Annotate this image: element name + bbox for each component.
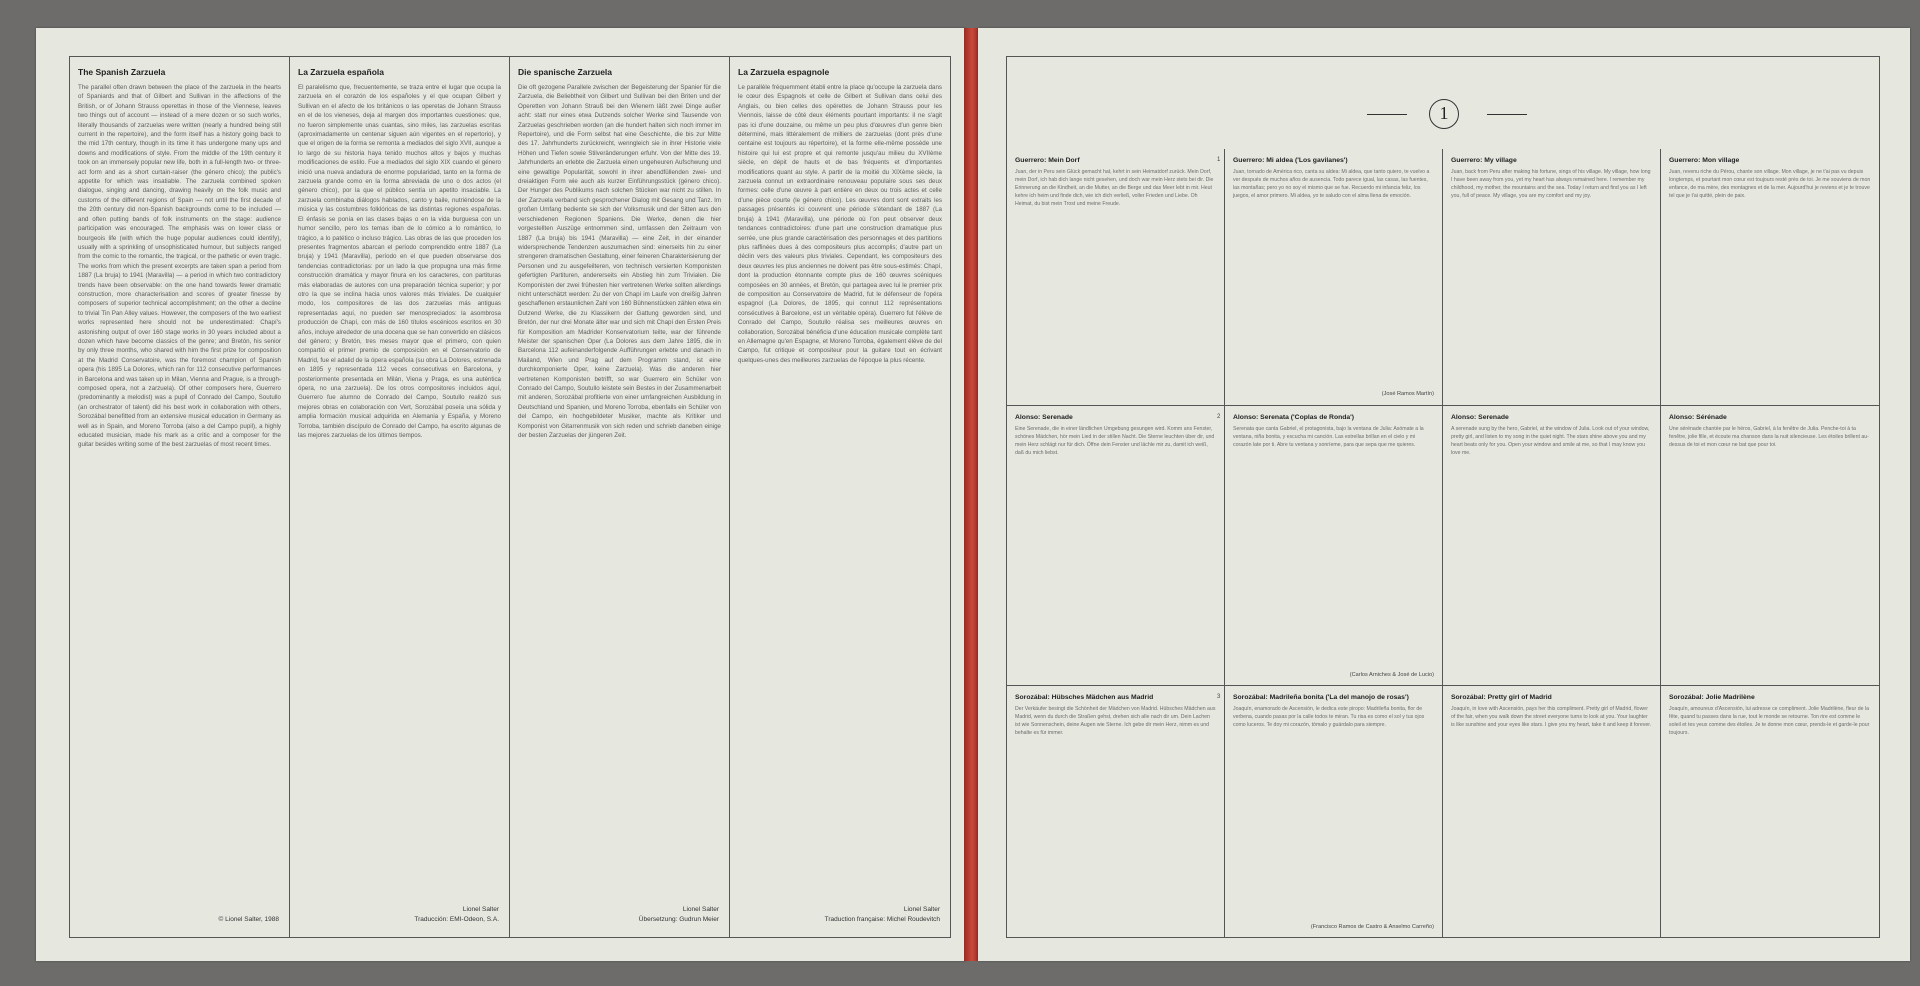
lyricist-credit: (José Ramos Martín)	[1381, 391, 1434, 397]
track-number: 3	[1217, 694, 1221, 700]
lyricist-credit: (Francisco Ramos de Castro & Anselmo Carreño)	[1310, 924, 1434, 930]
song-title: Sorozábal: Jolie Madrilène	[1669, 694, 1755, 701]
lyrics-cell	[1661, 686, 1879, 938]
essay-body: The parallel often drawn between the place of the zarzuela in the hearts of Spaniards and that of Gilbert and Sullivan in the affections of the British, or of Johann Strauss operettas in those of the Viennese, leaves two things out of account — instead of a mere dozen or so such works, literally thousands of zarzuelas were written (nearly a hundred being still current in the repertoire), and the form itself has a history going back to the mid 17th century, though in its time it has undergone many ups and downs and modifications of style. From the middle of the 19th century it took on an immensely popular new life, both in a full-length two- or three-act form and as a short curtain-raiser (the género chico); the public's appetite for which was insatiable. The zarzuela combined spoken dialogue, singing and dancing, drawing heavily on the folk music and customs of the different regions of Spain — not until the first decade of the 20th century did non-Spanish backgrounds come to be included — and often putting bands of folk instruments on the stage: audience participation was encouraged. The emphasis was on lower class or bourgeois life (with which the huge popular audiences could identify), usually with a sprinkling of unsophisticated humour, but subjects ranged from the comic to the romantic, the tragical, or the pathetic or even tragic. The works from which the present excerpts are taken span a period from 1887 (La bruja) to 1941 (Maravilla) — a period in which two contradictory trends have been observable: on the one hand towards fewer dramatic construction, more characterisation and scores of greater finesse by composers of superior technical accomplishment; on the other a decline to trivial Tin Pan Alley values. However, the composers of the two earliest works represented here should not be underestimated: Chapí's astonishing output of over 160 stage works in 30 years included about a dozen which have become classics of the genre; and Bretón, his senior by only three months, who shared with him the first prize for composition at the Madrid Conservatoire, was the foremost champion of Spanish opera (his 1895 La Dolores, which ran for 112 consecutive performances in Barcelona and was taken up in Milan, Vienna and Prague, is a through-composed opera, not a zarzuela). Of other composers here, Guerrero (predominantly a melodist) was a pupil of Conrado del Campo, Soutullo (an orchestrator of talent) did his best work in collaboration with others, Sorozábal benefitted from an extensive musical education in Germany as well as in Spain, and Moreno Torroba (also a del Campo pupil), a highly educated musician, made his mark as a critic and a composer for the guitar besides writing some of the best zarzuelas of most recent times.	[78, 84, 281, 449]
divider	[1367, 114, 1407, 115]
lyrics-cell	[1443, 686, 1661, 938]
song-title: Alonso: Serenade	[1451, 414, 1509, 421]
song-title: Sorozábal: Hübsches Mädchen aus Madrid	[1015, 694, 1154, 701]
song-title: Alonso: Serenade	[1015, 414, 1073, 421]
essay-column-german	[510, 57, 730, 937]
lyrics-cell	[1217, 406, 1443, 686]
lyrics-text: Juan, revenu riche du Pérou, chante son village. Mon village, je ne t'ai pas vu depuis longtemps, et pourtant mon cœur est toujours resté près de toi. Je me souviens de mon enfance, de ma mère, des montagnes et de la mer. Aujourd'hui je reviens et je te trouve tel que je t'ai quitté, plein de paix.	[1669, 169, 1871, 199]
right-page	[978, 28, 1910, 961]
essay-signature	[639, 905, 719, 925]
song-title: Alonso: Sérénade	[1669, 414, 1727, 421]
lyrics-text: Eine Serenade, die in einer ländlichen Umgebung gesungen wird. Komm ans Fenster, schönes Mädchen, hör mein Lied in der stillen Nacht. Die Sterne leuchten über dir, und mein Herz schlägt nur für dich. Öffne dein Fenster und lächle mir zu, damit ich weiß, daß du mich liebst.	[1015, 426, 1215, 456]
lyrics-frame	[1006, 56, 1880, 938]
author-name: © Lionel Salter, 1988	[218, 916, 279, 923]
disc-number: 1	[1429, 99, 1459, 129]
lyrics-text: Juan, tornado de América rico, canta su aldea: Mi aldea, que tanto quiero, te vuelvo a ver después de muchos años de ausencia. Todo parece igual, las casas, las fuentes, las montañas; pero yo no soy el mismo que se fue. Recuerdo mi infancia feliz, los juegos, el amor primero. Mi aldea, yo te saludo con el alma llena de emoción.	[1233, 169, 1430, 199]
track-number: 2	[1217, 414, 1221, 420]
song-title: Guerrero: Mein Dorf	[1015, 157, 1080, 164]
translator-name: Traduction française: Michel Roudevitch	[824, 916, 940, 923]
author-name: Lionel Salter	[682, 906, 719, 913]
lyrics-row	[1007, 405, 1879, 686]
lyrics-text: Une sérénade chantée par le héros, Gabriel, à la fenêtre de Julia. Penche-toi à ta fenêtre, jolie fille, et écoute ma chanson dans la nuit silencieuse. Les étoiles brillent au-dessus de toi et mon cœur ne bat que pour toi.	[1669, 426, 1869, 448]
lyrics-row	[1007, 685, 1879, 938]
lyrics-text: Joaquín, enamorado de Ascensión, le dedica este piropo: Madrileña bonita, flor de verbena, cuando pasas por la calle todos te miran. Tu risa es como el sol y tus ojos como luceros. Te doy mi corazón, tómalo y guárdalo para siempre.	[1233, 706, 1425, 728]
essay-title: The Spanish Zarzuela	[78, 67, 166, 77]
lyrics-cell	[1007, 149, 1225, 405]
lyrics-cell	[1007, 686, 1225, 938]
lyrics-text: A serenade sung by the hero, Gabriel, at the window of Julia. Look out of your window, pretty girl, and listen to my song in the quiet night. The stars shine above you and my heart beats only for you. Open your window and smile at me, so that I may know you love me.	[1451, 426, 1650, 456]
lyrics-cell	[1661, 406, 1879, 686]
lyrics-text: Serenata que canta Gabriel, el protagonista, bajo la ventana de Julia: Asómate a la ventana, niña bonita, y escucha mi canción. Las estrellas brillan en el cielo y mi corazón late por ti. Abre tu ventana y sonríeme, para que sepa que me quieres.	[1233, 426, 1424, 448]
lyrics-cell	[1443, 149, 1661, 405]
essay-frame	[69, 56, 951, 938]
author-name: Lionel Salter	[903, 906, 940, 913]
lyrics-row	[1007, 149, 1879, 405]
lyrics-text: Juan, back from Peru after making his fortune, sings of his village. My village, how long I have been away from you, yet my heart has always remained here. I remember my childhood, my mother, the mountains and the sea. Today I return and find you as I left you, full of peace. My village, you are my comfort and my joy.	[1451, 169, 1651, 199]
track-number: 1	[1217, 157, 1221, 163]
divider	[1487, 114, 1527, 115]
essay-title: La Zarzuela española	[298, 67, 384, 77]
lyrics-cell	[1007, 406, 1225, 686]
lyrics-cell	[1661, 149, 1879, 405]
disc-number-header	[1367, 99, 1527, 129]
essay-column-english	[70, 57, 290, 937]
author-name: Lionel Salter	[462, 906, 499, 913]
essay-body: El paralelismo que, frecuentemente, se traza entre el lugar que ocupa la zarzuela en el corazón de los españoles y el que ocupan Gilbert y Sullivan en el afecto de los británicos o las operetas de Johann Strauss en el de los vieneses, deja al margen dos importantes cuestiones: que, no fueron simplemente unas cuantas, sino miles, las zarzuelas escritas (aproximadamente un centenar siguen aún vigentes en el repertorio), y que el origen de la forma se remonta a mediados del siglo XVII, aunque a lo largo de su historia haya tenido muchos altos y bajos y muchas modificaciones de estilo. Fue a mediados del siglo XIX cuando el género inició una nueva andadura de enorme popularidad, tanto en la forma de zarzuela grande como en la forma abreviada de uno o dos actos (el género chico), por la que el público sentía un apetito insaciable. La zarzuela combinaba diálogos hablados, canto y baile, nutriéndose de la música y las costumbres folklóricas de las distintas regiones españolas. El énfasis se ponía en las clases bajas o en la vida burguesa con un humor sencillo, pero los temas iban de lo cómico a lo romántico, lo trágico, a lo patético o incluso trágico. Las obras de las que proceden los presentes fragmentos abarcan el período comprendido entre 1887 (La bruja) y 1941 (Maravilla), período en el que pueden observarse dos tendencias contradictorias: por un lado la que propugna una más firme construcción dramática y mayor finura en los caracteres, con partituras más elaboradas de autores con una preparación técnica superior; y por otro la que se inclina hacia unos valores más triviales. De cualquier modo, los compositores de las dos zarzuelas más antiguas representadas aquí, no pueden ser menospreciados: la asombrosa producción de Chapí, con más de 160 títulos escénicos escritos en 30 años, incluye alrededor de una docena que se han convertido en clásicos del género; y Bretón, tres meses mayor que el primero, con quien compartió el primer premio de composición en el Conservatorio de Madrid, fue el adalid de la ópera española (su obra La Dolores, estrenada en 1895 y representada 112 veces consecutivas en Barcelona, y posteriormente presentada en Milán, Viena y Praga, es una auténtica ópera, no una zarzuela). De los otros compositores incluidos aquí, Guerrero fue alumno de Conrado del Campo, Soutullo realizó sus mejores obras en colaboración con Vert, Sorozábal poseía una sólida y amplia formación musical adquirida en Alemania y España, y Moreno Torroba, también discípulo de Conrado del Campo, ha escrito algunas de las mejores zarzuelas de los últimos tiempos.	[298, 84, 501, 440]
essay-column-spanish	[290, 57, 510, 937]
lyrics-cell	[1443, 406, 1661, 686]
essay-column-french	[730, 57, 950, 937]
song-title: Guerrero: My village	[1451, 157, 1517, 164]
song-title: Alonso: Serenata ('Coplas de Ronda')	[1233, 414, 1355, 421]
essay-signature	[825, 905, 940, 925]
translator-name: Traducción: EMI-Odeon, S.A.	[414, 916, 499, 923]
song-title: Guerrero: Mi aldea ('Los gavilanes')	[1233, 157, 1348, 164]
translator-name: Übersetzung: Gudrun Meier	[638, 916, 719, 923]
lyrics-cell	[1217, 149, 1443, 405]
essay-title: La Zarzuela espagnole	[738, 67, 830, 77]
essay-body: Le parallèle fréquemment établi entre la place qu'occupe la zarzuela dans le cœur des Espagnols et celle de Gilbert et Sullivan dans celui des Anglais, ou bien celles des opérettes de Johann Strauss pour les Viennois, laisse de côté deux éléments pourtant importants: il ne s'agit pas ici d'une douzaine, ou même un peu plus d'œuvres d'un genre bien déterminé, mais littéralement de milliers de zarzuelas (dont près d'une centaine est toujours au répertoire), et la forme elle-même possède une histoire qui lui est propre et qui remonte jusqu'au milieu du XVIIème siècle, en dépit de hauts et de bas fréquents et d'importantes modifications quant au style. A partir de la moitié du XIXème siècle, la zarzuela connut un extraordinaire renouveau populaire sous ses deux formes: celle d'une œuvre à part entière en deux ou trois actes et celle d'une pièce courte (le género chico). Les œuvres dont sont extraits les passages présentés ici couvrent une période s'étendant de 1887 (La bruja) à 1941 (Maravilla), une période où l'on peut observer deux tendances contradictoires: d'une part une construction dramatique plus serrée, une plus grande caractérisation des personnages et des partitions plus raffinées dues à des compositeurs plus accomplis; d'autre part un déclin vers des valeurs plus triviales. Cependant, les compositeurs des deux œuvres les plus anciennes ne doivent pas être sous-estimés: Chapí, dont la production étonnante compte plus de 160 œuvres scéniques composées en 30 années, et Bretón, qui partagea avec lui le premier prix de composition au Conservatoire de Madrid, fut le défenseur de l'opéra espagnol (La Dolores, de 1895, qui connut 112 représentations consécutives à Barcelone, est un véritable opéra). Guerrero fut l'élève de Conrado del Campo, Soutullo réalisa ses meilleures œuvres en collaboration, Sorozábal bénéficia d'une éducation musicale complète tant en Allemagne qu'en Espagne, et Moreno Torroba, également élève de del Campo, fut critique et compositeur pour la guitare tout en écrivant quelques-unes des meilleures zarzuelas de l'époque la plus récente.	[738, 84, 942, 364]
lyrics-cell	[1217, 686, 1443, 938]
song-title: Sorozábal: Madrileña bonita ('La del manojo de rosas')	[1233, 694, 1409, 701]
lyrics-text: Der Verkäufer besingt die Schönheit der Mädchen von Madrid. Hübsches Mädchen aus Madrid, wenn du durch die Straßen gehst, drehen sich alle nach dir um. Dein Lachen ist wie Sonnenschein, deine Augen wie Sterne. Ich gebe dir mein Herz, nimm es und behalte es für immer.	[1015, 706, 1216, 736]
essay-body: Die oft gezogene Parallele zwischen der Begeisterung der Spanier für die Zarzuela, die Beliebtheit von Gilbert und Sullivan bei den Briten und der Operetten von Johann Strauß bei den Wienern läßt zwei Dinge außer acht: statt nur eines etwa Dutzends solcher Werke sind Tausende von Zarzuelas geschrieben worden (an die hundert halten sich noch immer im Repertoire), und die Form selbst hat eine Geschichte, die bis zur Mitte des 17. Jahrhunderts zurückreicht, wenngleich sie in ihrer Historie viele Höhen und Tiefen sowie Stilveränderungen erfuhr. Von der Mitte des 19. Jahrhunderts an erlebte die Zarzuela einen ungeheuren Aufschwung und eine gewaltige Popularität, sowohl in ihrer abendfüllenden zwei- und dreiaktigen Form wie auch als kurzer Einführungsstück (género chico). Der Hunger des Publikums nach solchen Stücken war nicht zu stillen. In der Zarzuela verband sich gesprochener Dialog mit Gesang und Tanz. Im großen Umfang bediente sie sich der Volksmusik und der Sitten aus den verschiedenen Regionen Spaniens. Die Werke, denen die hier vorgestellten Auszüge entnommen sind, umfassen den Zeitraum von 1887 (La bruja) bis 1941 (Maravilla) — eine Zeit, in der einander widersprechende Tendenzen auszumachen sind: einerseits hin zu einer strengeren dramatischen Gestaltung, einer feineren Charakterisierung der Personen und zu ausgefeilteren, von technisch versierten Komponisten gefertigten Partituren, andererseits ein Abstieg hin zum Trivialen. Die Komponisten der zwei frühesten hier vertretenen Werke sollten allerdings nicht unterschätzt werden: Zu der von Chapí im Laufe von dreißig Jahren geschaffenen erstaunlichen Zahl von 160 Bühnenstücken zählen etwa ein Dutzend Werke, die zu Klassikern der Gattung geworden sind, und Bretón, der nur drei Monate älter war und sich mit Chapí den Ersten Preis für Komposition am Madrider Konservatorium teilte, war der führende Meister der spanischen Oper (La Dolores aus dem Jahre 1895, die in Barcelona 112 aufeinanderfolgende Aufführungen erlebte und danach in Mailand, Wien und Prag auf dem Programm stand, ist eine durchkomponierte Oper, keine Zarzuela). Was die anderen hier vertretenen Komponisten betrifft, so war Guerrero ein Schüler von Conrado del Campo, Soutullo leistete sein Bestes in der Zusammenarbeit mit anderen, Sorozábal profitierte von einer umfangreichen Ausbildung in Deutschland und Spanien, und Moreno Torroba, ebenfalls ein Schüler von del Campo, ein hochgebildeter Musiker, machte als Kritiker und Komponist von Gitarrenmusik von sich reden und schrieb daneben einige der besten Zarzuelas der jüngeren Zeit.	[518, 84, 721, 440]
lyrics-text: Joaquín, amoureux d'Ascensión, lui adresse ce compliment. Jolie Madrilène, fleur de la fête, quand tu passes dans la rue, tout le monde se retourne. Ton rire est comme le soleil et tes yeux comme des étoiles. Je te donne mon cœur, prends-le et garde-le pour toujours.	[1669, 706, 1870, 736]
left-page	[36, 28, 966, 961]
lyrics-text: Juan, der in Peru sein Glück gemacht hat, kehrt in sein Heimatdorf zurück. Mein Dorf, mein Dorf, ich hab dich lange nicht gesehen, und doch war mein Herz stets bei dir. Die Erinnerung an die Kindheit, an die Mutter, an die Berge und das Meer lebt in mir. Heut kehre ich heim und finde dich, wie ich dich verließ, voller Frieden und Liebe. Oh Heimat, du bist mein Trost und meine Freude.	[1015, 169, 1214, 207]
lyricist-credit: (Carlos Arniches & José de Lucio)	[1349, 672, 1434, 678]
lyrics-text: Joaquín, in love with Ascensión, pays her this compliment. Pretty girl of Madrid, flower of the fair, when you walk down the street everyone turns to look at you. Your laughter is like sunshine and your eyes like stars. I give you my heart, take it and keep it forever.	[1451, 706, 1652, 728]
song-title: Guerrero: Mon village	[1669, 157, 1740, 164]
song-title: Sorozábal: Pretty girl of Madrid	[1451, 694, 1552, 701]
essay-signature	[414, 905, 499, 925]
essay-title: Die spanische Zarzuela	[518, 67, 613, 77]
essay-signature	[219, 915, 279, 925]
